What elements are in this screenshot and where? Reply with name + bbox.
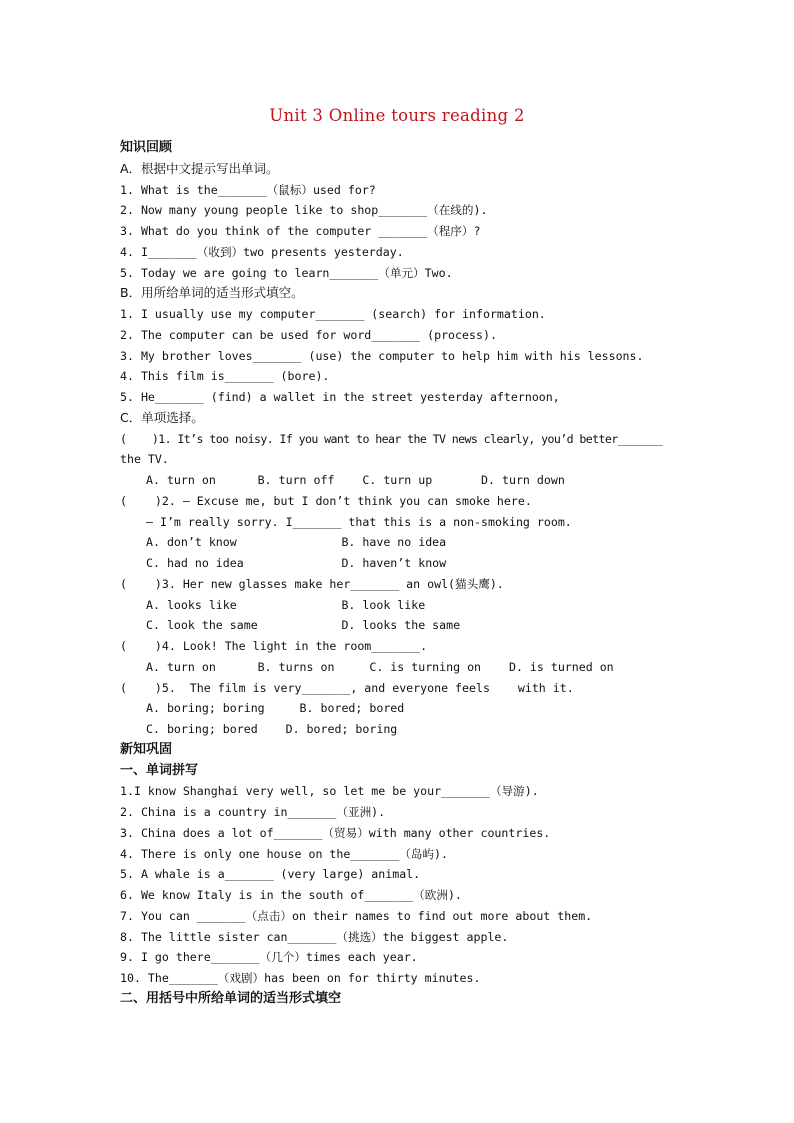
part-a-item: 2. Now many young people like to shop_______（在线的). — [120, 203, 488, 218]
part-b-item: 4. This film is_______ (bore). — [120, 369, 330, 384]
spelling-item: 10. The_______（戏剧）has been on for thirty minutes. — [120, 971, 481, 985]
spelling-item: 7. You can _______（点击）on their names to find out more about them. — [120, 908, 593, 923]
part-b-item: 5. He_______ (find) a wallet in the street yesterday afternoon, — [120, 390, 560, 404]
word-form-section-label: 二、用括号中所给单词的适当形式填空 — [120, 990, 342, 1006]
part-b-item: 2. The computer can be used for word_______ (process). — [120, 327, 497, 342]
question-1-options: A. turn on B. turn off C. turn up D. turn down — [146, 473, 565, 487]
question-4-stem: ( )4. Look! The light in the room_______. — [120, 639, 428, 653]
part-a-item: 5. Today we are going to learn_______（单元）Two. — [120, 265, 453, 280]
question-3-options-row2: C. look the same D. looks the same — [146, 618, 461, 633]
spelling-item: 8. The little sister can_______（挑选）the biggest apple. — [120, 929, 509, 944]
spelling-item: 5. A whale is a_______ (very large) animal. — [120, 867, 421, 882]
section-heading-new-knowledge: 新知巩固 — [120, 741, 173, 757]
spelling-item: 3. China does a lot of_______（贸易）with many other countries. — [120, 825, 551, 840]
part-c-label: C．单项选择。 — [120, 409, 204, 425]
spelling-item: 4. There is only one house on the_______（岛屿). — [120, 846, 448, 861]
question-3-stem: ( )3. Her new glasses make her_______ an owl(猫头鹰). — [120, 576, 504, 591]
part-a-item: 3. What do you think of the computer _______（程序）? — [120, 224, 481, 238]
question-5-options-row1: A. boring; boring B. bored; bored — [146, 701, 405, 716]
section-heading-review: 知识回顾 — [120, 140, 173, 155]
spelling-item: 1.I know Shanghai very well, so let me be your_______（导游). — [120, 784, 539, 799]
question-1-stem: ( )1. It’s too noisy. If you want to hear the TV news clearly, you’d better_______ — [120, 431, 663, 446]
question-1-stem-cont: the TV. — [120, 452, 169, 467]
question-3-options-row1: A. looks like B. look like — [146, 597, 426, 612]
question-5-options-row2: C. boring; bored D. bored; boring — [146, 722, 398, 736]
question-2-stem: ( )2. – Excuse me, but I don’t think you can smoke here. — [120, 493, 532, 508]
part-a-label: A．根据中文提示写出单词。 — [120, 160, 279, 176]
page-title: Unit 3 Online tours reading 2 — [269, 106, 525, 125]
question-2-options-row2: C. had no idea D. haven’t know — [146, 556, 447, 570]
worksheet-body — [120, 138, 720, 1010]
question-2-options-row1: A. don’t know B. have no idea — [146, 535, 447, 550]
question-2-stem-cont: – I’m really sorry. I_______ that this is a non-smoking room. — [146, 514, 572, 529]
spelling-item: 6. We know Italy is in the south of_______（欧洲). — [120, 888, 462, 902]
part-a-item: 4. I_______（收到）two presents yesterday. — [120, 244, 404, 259]
question-5-stem: ( )5. The film is very_______, and everyone feels with it. — [120, 680, 574, 695]
part-b-label: B．用所给单词的适当形式填空。 — [120, 285, 304, 301]
part-b-item: 3. My brother loves_______ (use) the computer to help him with his lessons. — [120, 348, 644, 363]
question-4-options: A. turn on B. turns on C. is turning on D. is turned on — [146, 659, 614, 674]
spelling-item: 9. I go there_______（几个）times each year. — [120, 950, 418, 965]
part-b-item: 1. I usually use my computer_______ (search) for information. — [120, 307, 546, 321]
spelling-section-label: 一、单词拼写 — [120, 762, 199, 778]
part-a-item: 1. What is the_______（鼠标）used for? — [120, 182, 376, 197]
spelling-item: 2. China is a country in_______（亚洲). — [120, 805, 386, 819]
